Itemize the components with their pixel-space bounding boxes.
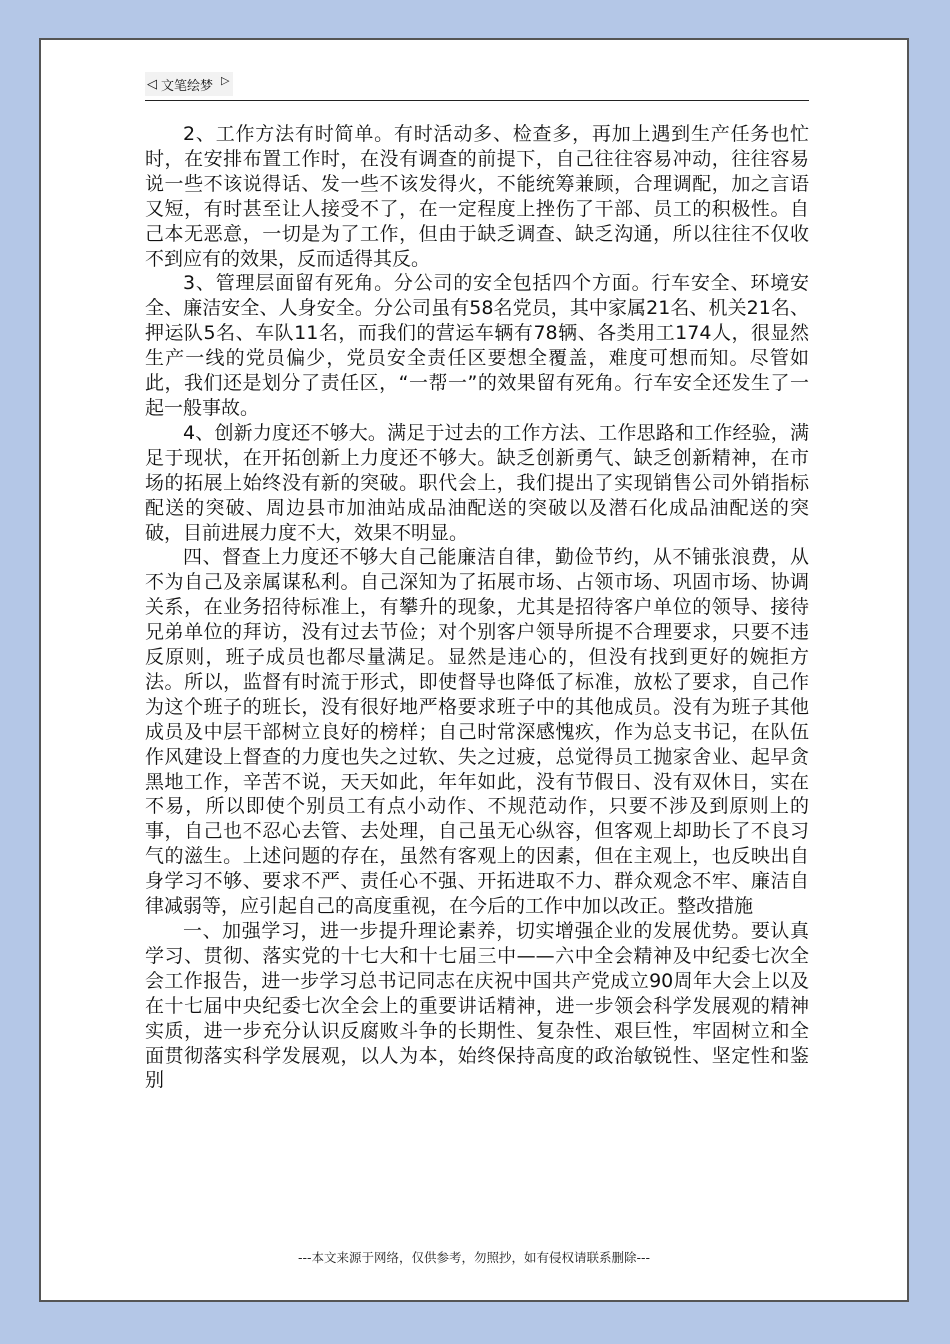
paragraph: 2、工作方法有时简单。有时活动多、检查多，再加上遇到生产任务也忙时，在安排布置工作时，在没有调查的前提下，自己往往容易冲动，往往容易说一些不该说得话、发一些不该发得火，不能统筹兼顾，合理调配，加之言语又短，有时甚至让人接受不了，在一定程度上挫伤了干部、员工的积极性。自己本无恶意，一切是为了工作，但由于缺乏调查、缺乏沟通，所以往往不仅收不到应有的效果，反而适得其反。 (145, 123, 809, 270)
paragraph: 四、督查上力度还不够大自己能廉洁自律，勤俭节约，从不铺张浪费，从不为自己及亲属谋私利。自己深知为了拓展市场、占领市场、巩固市场、协调关系，在业务招待标准上，有攀升的现象，尤其是招待客户单位的领导、接待兄弟单位的拜访，没有过去节俭；对个别客户领导所提不合理要求，只要不违反原则，班子成员也都尽量满足。显然是违心的，但没有找到更好的婉拒方法。所以，监督有时流于形式，即使督导也降低了标准，放松了要求，自己作为这个班子的班长，没有很好地严格要求班子中的其他成员。没有为班子其他成员及中层干部树立良好的榜样；自己时常深感愧疚，作为总支书记，在队伍作风建设上督查的力度也失之过软、失之过疲，总觉得员工抛家舍业、起早贪黑地工作，辛苦不说，天天如此，年年如此，没有节假日、没有双休日，实在不易，所以即使个别员工有点小动作、不规范动作，只要不涉及到原则上的事，自己也不忍心去管、去处理，自己虽无心纵容，但客观上却助长了不良习气的滋生。上述问题的存在，虽然有客观上的因素，但在主观上，也反映出自身学习不够、要求不严、责任心不强、开拓进取不力、群众观念不牢、廉洁自律减弱等，应引起自己的高度重视，在今后的工作中加以改正。整改措施 (145, 546, 809, 918)
header-title-box (145, 72, 233, 96)
paragraph: 一、加强学习，进一步提升理论素养，切实增强企业的发展优势。要认真学习、贯彻、落实党的十七大和十七届三中——六中全会精神及中纪委七次全会工作报告，进一步学习总书记同志在庆祝中国共产党成立90周年大会上以及在十七届中央纪委七次全会上的重要讲话精神，进一步领会科学发展观的精神实质，进一步充分认识反腐败斗争的长期性、复杂性、艰巨性，牢固树立和全面贯彻落实科学发展观，以人为本，始终保持高度的政治敏锐性、坚定性和鉴别 (145, 920, 809, 1092)
page-footer: ---本文来源于网络，仅供参考，勿照抄，如有侵权请联系删除--- (297, 1250, 651, 1265)
paragraph: 3、管理层面留有死角。分公司的安全包括四个方面。行车安全、环境安全、廉洁安全、人身安全。分公司虽有58名党员，其中家属21名、机关21名、押运队5名、车队11名，而我们的营运车辆有78辆、各类用工174人，很显然生产一线的党员偏少，党员安全责任区要想全覆盖，难度可想而知。尽管如此，我们还是划分了责任区，“一帮一”的效果留有死角。行车安全还发生了一起一般事故。 (145, 272, 809, 419)
document-body (145, 122, 809, 1093)
paragraph: 4、创新力度还不够大。满足于过去的工作方法、工作思路和工作经验，满足于现状，在开拓创新上力度还不够大。缺乏创新勇气、缺乏创新精神，在市场的拓展上始终没有新的突破。职代会上，我们提出了实现销售公司外销指标配送的突破、周边县市加油站成品油配送的突破以及潜石化成品油配送的突破，目前进展力度不大，效果不明显。 (145, 421, 809, 544)
right-triangle-icon: ▷ (221, 73, 230, 87)
document-page (39, 38, 909, 1302)
page-header (145, 72, 809, 101)
left-triangle-icon: ◁ (147, 76, 157, 92)
header-title: 文笔绘梦 (161, 78, 214, 94)
